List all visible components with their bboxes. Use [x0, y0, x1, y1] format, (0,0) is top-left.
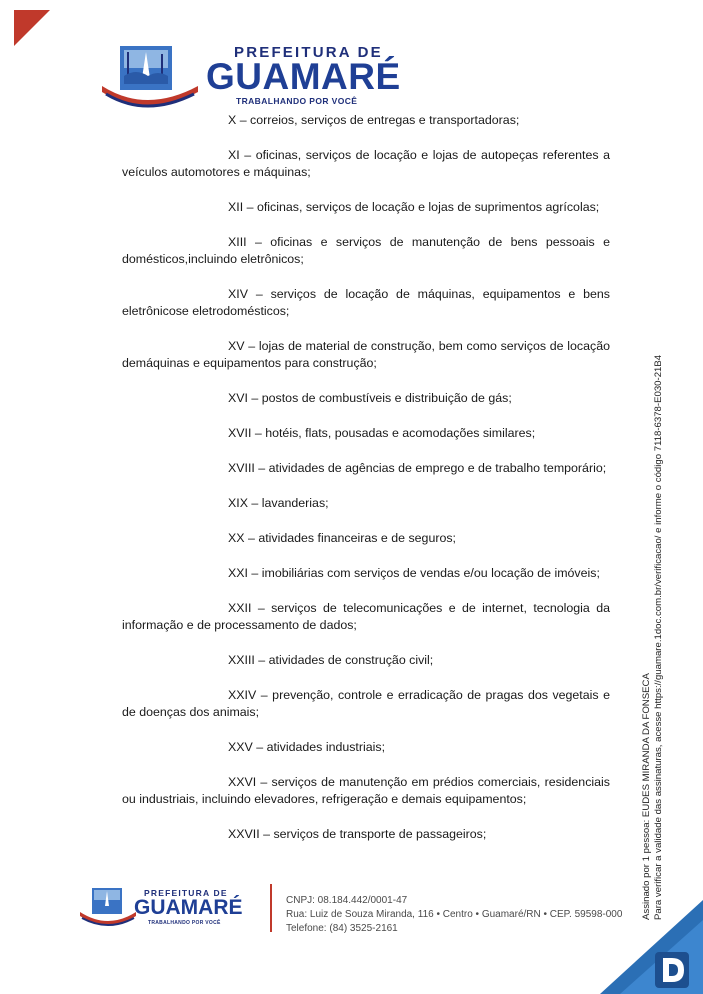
footer-lighthouse-emblem-icon — [78, 884, 138, 930]
item-text: serviços de locação de máquinas, equipamentos e bens eletrônicose eletrodomésticos; — [122, 287, 610, 318]
item-numeral: XXI — [228, 566, 252, 580]
item-text: atividades financeiras e de seguros; — [258, 531, 456, 545]
item-dash: – — [247, 391, 262, 405]
footer-contact-info — [286, 894, 622, 936]
item-text: correios, serviços de entregas e transportadoras; — [250, 113, 520, 127]
article-item — [122, 495, 610, 512]
footer-logo — [78, 884, 268, 934]
item-dash: – — [259, 827, 274, 841]
item-text: oficinas e serviços de manutenção de bens pessoais e domésticos,incluindo eletrônicos; — [122, 235, 610, 266]
item-numeral: XIX — [228, 496, 248, 510]
item-dash: – — [251, 566, 262, 580]
item-text: prevenção, controle e erradicação de pragas dos vegetais e de doenças dos animais; — [122, 688, 610, 719]
item-dash: – — [236, 113, 251, 127]
item-text: hotéis, flats, pousadas e acomodações similares; — [265, 426, 536, 440]
digital-signature-stamp — [641, 355, 665, 920]
item-dash: – — [247, 496, 262, 510]
article-item — [122, 460, 610, 477]
article-item — [122, 530, 610, 547]
item-text: serviços de telecomunicações e de internet, tecnologia da informação e de processamento de dados; — [122, 601, 610, 632]
header-prefeitura-text: PREFEITURA DE — [234, 44, 383, 61]
item-numeral: X — [228, 113, 237, 127]
footer-slogan: TRABALHANDO POR VOCÊ — [148, 920, 221, 926]
item-dash: – — [251, 601, 272, 615]
lighthouse-emblem-icon — [98, 40, 203, 114]
item-dash: – — [251, 426, 266, 440]
article-item — [122, 826, 610, 843]
article-item — [122, 338, 610, 372]
item-text: oficinas, serviços de locação e lojas de suprimentos agrícolas; — [256, 200, 600, 214]
header-slogan: TRABALHANDO POR VOCÊ — [236, 96, 358, 106]
item-text: lojas de material de construção, bem como serviços de locação demáquinas e equipamentos para construção; — [122, 339, 610, 370]
item-text: atividades de construção civil; — [268, 653, 434, 667]
article-item — [122, 112, 610, 129]
article-item — [122, 774, 610, 808]
item-numeral: XXV — [228, 740, 253, 754]
article-item — [122, 234, 610, 268]
footer-prefeitura-text: PREFEITURA DE — [144, 888, 228, 898]
footer-cnpj: CNPJ: 08.184.442/0001-47 — [286, 895, 408, 906]
item-text: oficinas, serviços de locação e lojas de autopeças referentes a veículos automotores e máquinas; — [122, 148, 610, 179]
item-text: postos de combustíveis e distribuição de gás; — [261, 391, 512, 405]
item-numeral: XIII — [228, 235, 247, 249]
item-dash: – — [254, 653, 269, 667]
item-numeral: XXIV — [228, 688, 257, 702]
footer-divider — [270, 884, 272, 932]
item-text: serviços de transporte de passageiros; — [273, 827, 487, 841]
item-text: atividades industriais; — [266, 740, 386, 754]
item-text: atividades de agências de emprego e de trabalho temporário; — [268, 461, 607, 475]
article-item — [122, 425, 610, 442]
footer-address: Rua: Luiz de Souza Miranda, 116 • Centro • Guamaré/RN • CEP. 59598-000 — [286, 909, 623, 920]
item-dash: – — [244, 339, 259, 353]
item-dash: – — [246, 235, 271, 249]
item-numeral: XVII — [228, 426, 252, 440]
item-numeral: XX — [228, 531, 245, 545]
item-dash: – — [256, 688, 273, 702]
signature-verification-line: Para verificar a validade das assinaturas, acesse https://guamare.1doc.com.br/verificacao/ e informe o código 7118-6378-E030-21B4 — [653, 354, 664, 920]
article-item — [122, 390, 610, 407]
item-numeral: XXII — [228, 601, 252, 615]
footer-city-name: GUAMARÉ — [134, 896, 243, 919]
item-numeral: XVI — [228, 391, 248, 405]
header-city-name: GUAMARÉ — [206, 56, 401, 97]
article-item — [122, 565, 610, 582]
article-item — [122, 687, 610, 721]
item-numeral: XXIII — [228, 653, 255, 667]
signature-signer-line: Assinado por 1 pessoa: EUDES MIRANDA DA FONSECA — [641, 673, 652, 920]
item-numeral: XXVII — [228, 827, 260, 841]
article-item — [122, 286, 610, 320]
item-dash: – — [256, 775, 272, 789]
item-numeral: XI — [228, 148, 240, 162]
item-numeral: XIV — [228, 287, 248, 301]
header-logo — [98, 40, 401, 116]
item-dash: – — [239, 148, 256, 162]
item-numeral: XV — [228, 339, 245, 353]
item-dash: – — [243, 200, 257, 214]
item-dash: – — [252, 740, 267, 754]
item-dash: – — [244, 531, 259, 545]
item-dash: – — [247, 287, 271, 301]
corner-mark-top-left — [14, 10, 52, 48]
item-dash: – — [254, 461, 269, 475]
item-numeral: XVIII — [228, 461, 255, 475]
footer-phone: Telefone: (84) 3525-2161 — [286, 923, 398, 934]
item-text: serviços de manutenção em prédios comerciais, residenciais ou industriais, incluindo elevadores, refrigeração e demais equipamentos; — [122, 775, 610, 806]
item-numeral: XII — [228, 200, 244, 214]
article-item — [122, 199, 610, 216]
item-numeral: XXVI — [228, 775, 257, 789]
article-item — [122, 739, 610, 756]
item-text: imobiliárias com serviços de vendas e/ou locação de imóveis; — [261, 566, 600, 580]
article-list — [122, 112, 610, 861]
article-item — [122, 600, 610, 634]
article-item — [122, 147, 610, 181]
item-text: lavanderias; — [261, 496, 329, 510]
corner-mark-1doc-logo — [600, 900, 703, 994]
article-item — [122, 652, 610, 669]
